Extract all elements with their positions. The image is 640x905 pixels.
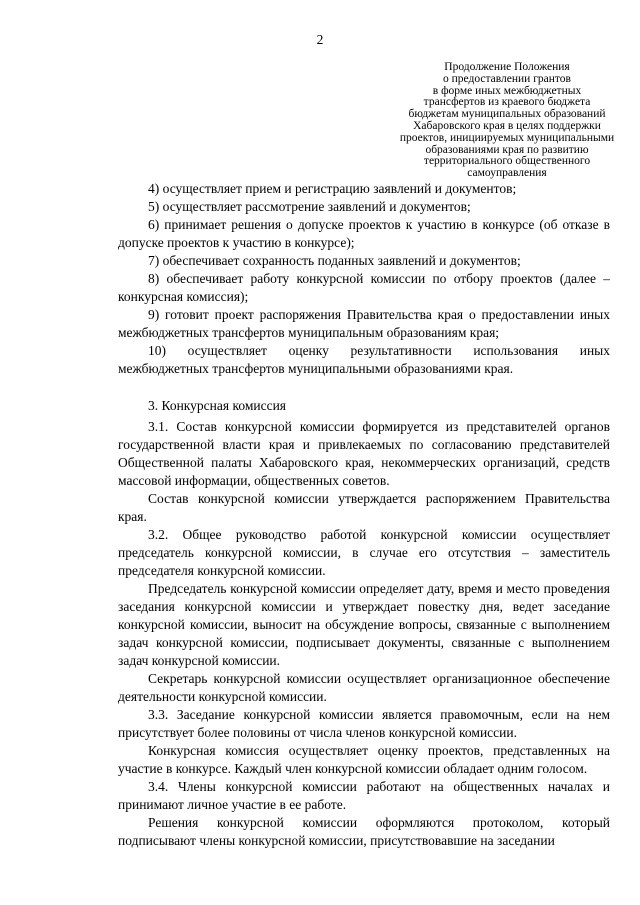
list-item: 4) осуществляет прием и регистрацию заявлений и документов;: [148, 181, 517, 196]
paragraph: 3.4. Члены конкурсной комиссии работают на общественных началах и принимают личное участие в ее работе.: [118, 779, 610, 812]
header-line: бюджетам муниципальных образований: [408, 108, 606, 121]
document-body: [118, 180, 610, 850]
header-line: трансфертов из краевого бюджета: [423, 96, 591, 109]
page-number: 2: [316, 32, 324, 47]
header-line: Продолжение Положения: [444, 61, 570, 73]
header-line: образованиями края по развитию: [425, 143, 589, 156]
paragraph: Председатель конкурсной комиссии определяет дату, время и место проведения заседания конкурсной комиссии и утверждает повестку дня, ведет заседание конкурсной комиссии, выносит на обсуждение вопросы, связанные с выполнением задач конкурсной комиссии, подписывает документы, связанные с выполнением задач конкурсной комиссии.: [118, 581, 610, 668]
header-line: Хабаровского края в целях поддержки: [413, 119, 601, 132]
header-block: [398, 62, 616, 180]
list-item: 8) обеспечивает работу конкурсной комиссии по отбору проектов (далее – конкурсная комиссия);: [118, 271, 610, 304]
header-line: в форме иных межбюджетных: [432, 84, 582, 97]
paragraph: Конкурсная комиссия осуществляет оценку проектов, представленных на участие в конкурсе. Каждый член конкурсной комиссии обладает одним голосом.: [118, 743, 610, 776]
header-line: проектов, инициируемых муниципальными: [399, 131, 615, 144]
section-title: 3. Конкурсная комиссия: [148, 398, 287, 413]
header-line: территориального общественного: [423, 155, 591, 168]
paragraph: 3.3. Заседание конкурсной комиссии является правомочным, если на нем присутствует более половины от числа членов конкурсной комиссии.: [118, 707, 610, 740]
header-line: о предоставлении грантов: [443, 72, 571, 85]
paragraph: Секретарь конкурсной комиссии осуществляет организационное обеспечение деятельности конкурсной комиссии.: [118, 671, 610, 704]
header-line: самоуправления: [467, 167, 547, 180]
paragraph: Решения конкурсной комиссии оформляются протоколом, который подписывают члены конкурсной комиссии, присутствовавшие на заседании: [118, 815, 610, 848]
list-item: 7) обеспечивает сохранность поданных заявлений и документов;: [148, 253, 521, 268]
list-item: 5) осуществляет рассмотрение заявлений и документов;: [148, 199, 471, 214]
list-item: 10) осуществляет оценку результативности использования иных межбюджетных трансфертов муниципальными образованиями края.: [118, 343, 610, 376]
list-item: 9) готовит проект распоряжения Правительства края о предоставлении иных межбюджетных трансфертов муниципальным образованиям края;: [118, 307, 610, 340]
list-item: 6) принимает решения о допуске проектов к участию в конкурсе (об отказе в допуске проектов к участию в конкурсе);: [118, 217, 610, 250]
paragraph: 3.2. Общее руководство работой конкурсной комиссии осуществляет председатель конкурсной комиссии, в случае его отсутствия – заместитель председателя конкурсной комиссии.: [118, 527, 610, 578]
paragraph: Состав конкурсной комиссии утверждается распоряжением Правительства края.: [118, 491, 610, 524]
paragraph: 3.1. Состав конкурсной комиссии формируется из представителей органов государственной власти края и привлекаемых по согласованию представителей Общественной палаты Хабаровского края, некоммерческих организаций, средств массовой информации, общественных советов.: [118, 419, 610, 488]
